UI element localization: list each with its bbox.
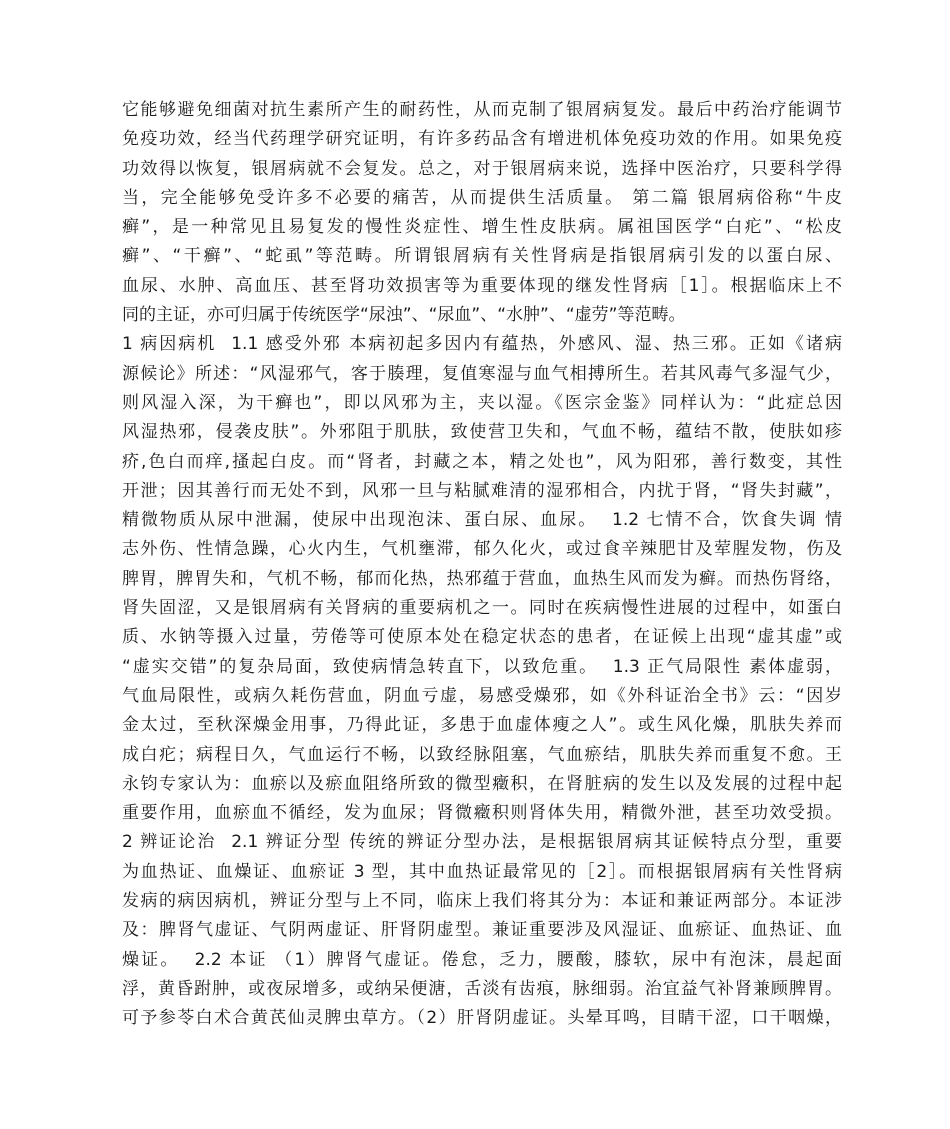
text-line: 癣”，是一种常见且易复发的慢性炎症性、增生性皮肤病。属祖国医学“白疕”、“松皮 (122, 217, 842, 238)
text-line: 浮，黄昏跗肿，或夜尿增多，或纳呆便溏，舌淡有齿痕，脉细弱。治宜益气补肾兼顾脾胃。 (122, 978, 842, 999)
text-line: 脾胃，脾胃失和，气机不畅，郁而化热，热邪蕴于营血，血热生风而发为癣。而热伤肾络， (122, 568, 842, 589)
text-line: 源候论》所述：“风湿邪气，客于腠理，复值寒湿与血气相搏所生。若其风毒气多湿气少， (122, 363, 842, 384)
text-line: 质、水钠等摄入过量，劳倦等可使原本处在稳定状态的患者，在证候上出现“虚其虚”或 (122, 627, 842, 648)
text-line: 及：脾肾气虚证、气阴两虚证、肝肾阴虚型。兼证重要涉及风湿证、血瘀证、血热证、血 (122, 920, 842, 941)
text-line: 燥证。 2.2 本证 （1）脾肾气虚证。倦怠，乏力，腰酸，膝软，尿中有泡沫，晨起面 (122, 949, 842, 970)
text-line: 疥,色白而痒,搔起白皮。而“肾者，封藏之本，精之处也”，风为阳邪，善行数变，其性 (122, 451, 842, 472)
text-line: 肾失固涩，又是银屑病有关肾病的重要病机之一。同时在疾病慢性进展的过程中，如蛋白 (122, 598, 842, 619)
text-line: 精微物质从尿中泄漏，使尿中出现泡沫、蛋白尿、血尿。 1.2 七情不合，饮食失调 情 (122, 510, 842, 531)
text-line: “虚实交错”的复杂局面，致使病情急转直下，以致危重。 1.3 正气局限性 素体虚弱， (122, 656, 842, 677)
text-line: 2 辨证论治 2.1 辨证分型 传统的辨证分型办法，是根据银屑病其证候特点分型，重要 (122, 832, 842, 853)
text-line: 可予参苓白术合黄芪仙灵脾虫草方。（2）肝肾阴虚证。头晕耳鸣，目睛干涩，口干咽燥， (122, 1008, 842, 1029)
text-line: 发病的病因病机，辨证分型与上不同，临床上我们将其分为：本证和兼证两部分。本证涉 (122, 891, 842, 912)
text-line: 功效得以恢复，银屑病就不会复发。总之，对于银屑病来说，选择中医治疗，只要科学得 (122, 158, 842, 179)
text-line: 同的主证，亦可归属于传统医学“尿浊”、“尿血”、“水肿”、“虚劳”等范畴。 (122, 305, 686, 326)
text-line: 则风湿入深，为干癣也”，即以风邪为主，夹以湿。《医宗金鉴》同样认为：“此症总因 (122, 392, 842, 413)
text-line: 重要作用，血瘀血不循经，发为血尿；肾微癥积则肾体失用，精微外泄，甚至功效受损。 (122, 803, 842, 824)
text-line: 免疫功效，经当代药理学研究证明，有许多药品含有增进机体免疫功效的作用。如果免疫 (122, 129, 842, 150)
text-line: 金太过，至秋深燥金用事，乃得此证，多患于血虚体瘦之人”。或生风化燥，肌肤失养而 (122, 715, 842, 736)
text-line: 气血局限性，或病久耗伤营血，阴血亏虚，易感受燥邪，如《外科证治全书》云：“因岁 (122, 685, 842, 706)
text-line: 血尿、水肿、高血压、甚至肾功效损害等为重要体现的继发性肾病［1］。根据临床上不 (122, 275, 842, 296)
text-line: 风湿热邪，侵袭皮肤”。外邪阻于肌肤，致使营卫失和，气血不畅，蕴结不散，使肤如疹 (122, 422, 842, 443)
body-text (122, 96, 842, 1034)
text-line: 它能够避免细菌对抗生素所产生的耐药性，从而克制了银屑病复发。最后中药治疗能调节 (122, 100, 842, 120)
text-line: 癣”、“干癣”、“蛇虱”等范畴。所谓银屑病有关性肾病是指银屑病引发的以蛋白尿、 (122, 246, 842, 267)
text-line: 1 病因病机 1.1 感受外邪 本病初起多因内有蕴热，外感风、湿、热三邪。正如《诸病 (122, 334, 842, 355)
text-line: 永钧专家认为：血瘀以及瘀血阻络所致的微型癥积，在肾脏病的发生以及发展的过程中起 (122, 773, 842, 794)
text-line: 成白疕；病程日久，气血运行不畅，以致经脉阻塞，气血瘀结，肌肤失养而重复不愈。王 (122, 744, 842, 765)
text-line: 当，完全能够免受许多不必要的痛苦，从而提供生活质量。 第二篇 银屑病俗称“牛皮 (122, 187, 842, 208)
text-line: 为血热证、血燥证、血瘀证 3 型，其中血热证最常见的［2］。而根据银屑病有关性肾病 (122, 861, 842, 882)
text-line: 开泄；因其善行而无处不到，风邪一旦与粘腻难清的湿邪相合，内扰于肾，“肾失封藏”， (122, 480, 842, 501)
text-line: 志外伤、性情急躁，心火内生，气机壅滞，郁久化火，或过食辛辣肥甘及荤腥发物，伤及 (122, 539, 842, 560)
